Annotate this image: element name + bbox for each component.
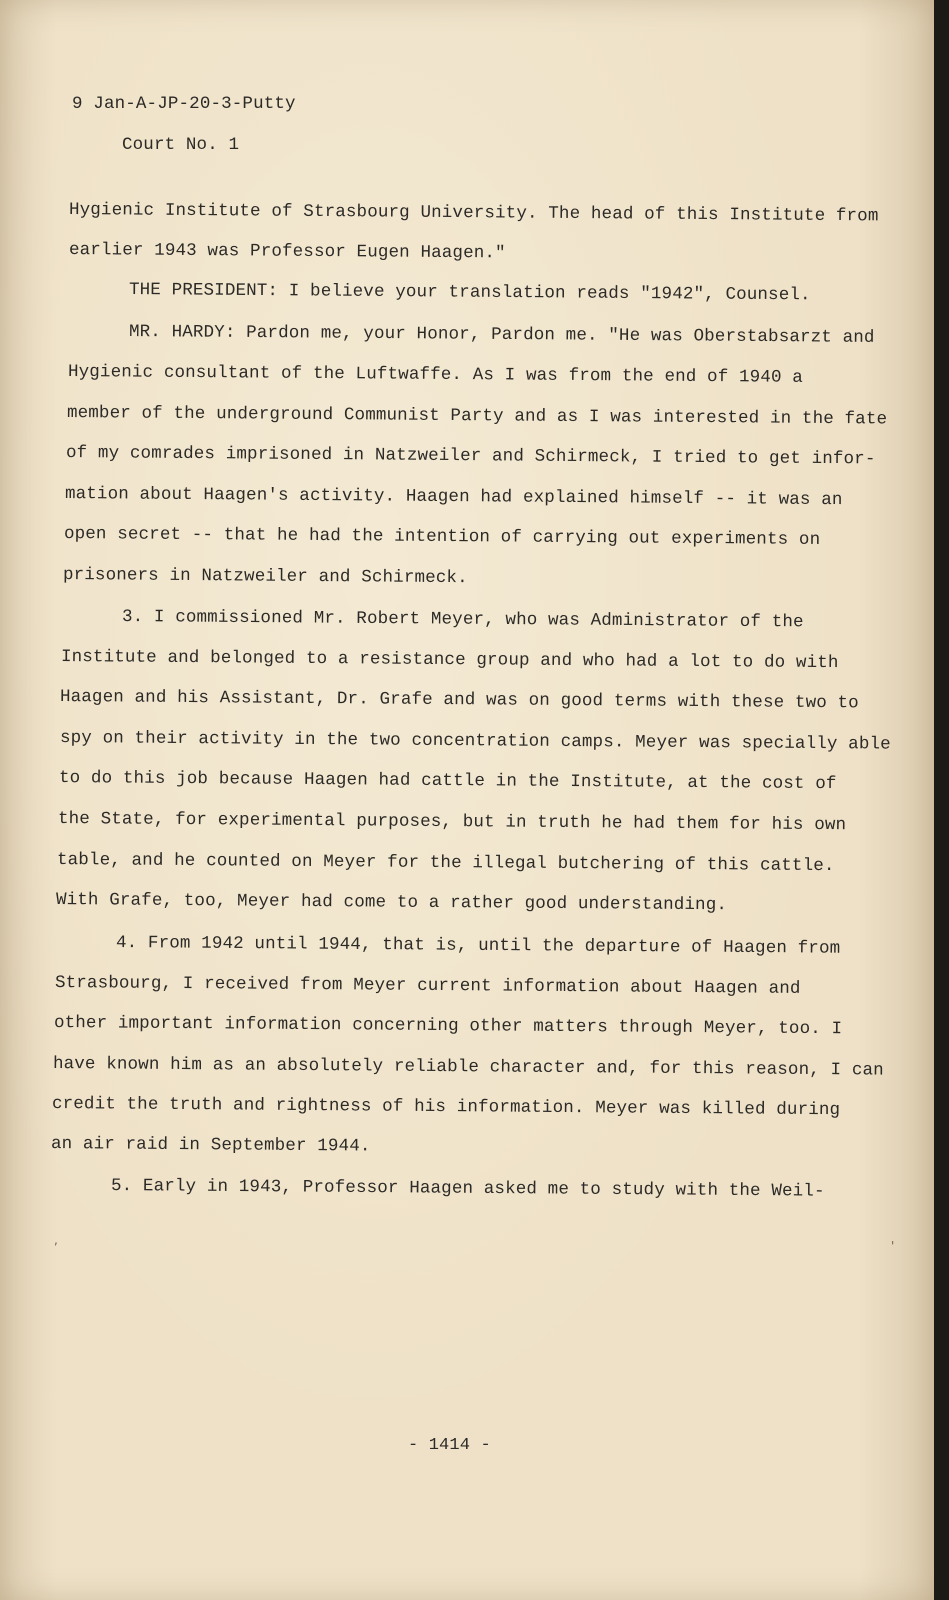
page-number: - 1414 - — [408, 1436, 491, 1455]
text-line: the State, for experimental purposes, but in truth he had them for his own — [57, 809, 847, 836]
text-line: have known him as an absolutely reliable character and, for this reason, I can — [52, 1054, 884, 1081]
text-line: MR. HARDY: Pardon me, your Honor, Pardon me. "He was Oberstabsarzt and — [128, 322, 875, 348]
text-line: prisoners in Natzweiler and Schirmeck. — [62, 565, 468, 589]
text-line: With Grafe, too, Meyer had come to a rather good understanding. — [55, 890, 728, 916]
text-line: THE PRESIDENT: I believe your translation reads "1942", Counsel. — [128, 280, 811, 306]
text-line: of my comrades imprisoned in Natzweiler and Schirmeck, I tried to get infor- — [65, 443, 876, 470]
text-line: mation about Haagen's activity. Haagen had explained himself -- it was an — [64, 484, 843, 511]
text-line: 3. I commissioned Mr. Robert Meyer, who was Administrator of the — [121, 607, 804, 633]
text-line: earlier 1943 was Professor Eugen Haagen." — [68, 240, 506, 264]
text-line: Hygienic Institute of Strasbourg University. The head of this Institute from — [68, 200, 879, 227]
paper-speck: ' — [891, 1239, 895, 1253]
text-line: open secret -- that he had the intention of carrying out experiments on — [63, 524, 821, 550]
text-line: Institute and belonged to a resistance group and who had a lot to do with — [60, 647, 839, 674]
text-line: table, and he counted on Meyer for the illegal butchering of this cattle. — [56, 850, 835, 877]
text-line: other important information concerning other matters through Meyer, too. I — [53, 1013, 843, 1040]
text-line: an air raid in September 1944. — [50, 1134, 371, 1157]
text-line: Strasbourg, I received from Meyer current information about Haagen and — [54, 973, 801, 999]
text-line: credit the truth and rightness of his information. Meyer was killed during — [51, 1094, 841, 1121]
paper-speck: , — [54, 1233, 58, 1247]
document-reference: 9 Jan-A-JP-20-3-Putty — [72, 94, 296, 114]
text-line: member of the underground Communist Party and as I was interested in the fate — [66, 403, 888, 430]
text-line: spy on their activity in the two concentration camps. Meyer was specially able — [59, 728, 891, 755]
court-number: Court No. 1 — [122, 135, 240, 155]
text-line: Hygienic consultant of the Luftwaffe. As I was from the end of 1940 a — [67, 362, 804, 388]
text-line: 4. From 1942 until 1944, that is, until the departure of Haagen from — [115, 933, 841, 959]
text-line: to do this job because Haagen had cattle in the Institute, at the cost of — [58, 768, 837, 795]
text-line: Haagen and his Assistant, Dr. Grafe and was on good terms with these two to — [59, 687, 859, 714]
text-line: 5. Early in 1943, Professor Haagen asked me to study with the Weil- — [110, 1176, 825, 1202]
